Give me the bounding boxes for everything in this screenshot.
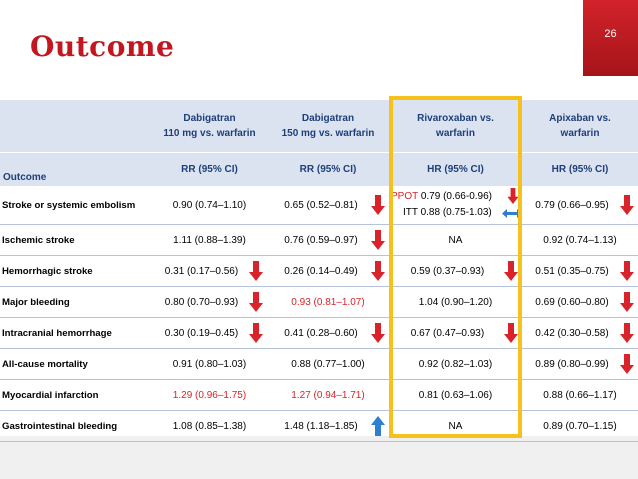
cell-apix xyxy=(522,411,638,442)
cell-d150 xyxy=(267,411,389,442)
value: 1.27 (0.94–1.71) xyxy=(291,389,365,401)
col-header-dabigatran-110 xyxy=(152,100,267,153)
outcome-table xyxy=(0,100,638,442)
value: 0.76 (0.59–0.97) xyxy=(284,234,358,246)
value: NA xyxy=(448,420,463,432)
red-down-arrow-icon xyxy=(620,292,634,312)
red-down-arrow-icon xyxy=(620,261,634,281)
cell-d110 xyxy=(152,256,267,287)
value: 1.48 (1.18–1.85) xyxy=(284,420,358,432)
col-header-line2: 150 mg vs. warfarin xyxy=(281,128,375,139)
red-down-arrow-icon xyxy=(371,195,385,215)
value: 0.88 (0.66–1.17) xyxy=(543,389,617,401)
cell-riva xyxy=(389,349,522,380)
blue-double-arrow-icon xyxy=(502,209,522,218)
outcome-name: Stroke or systemic embolism xyxy=(0,186,152,225)
cell-d150 xyxy=(267,349,389,380)
outcome-name: Major bleeding xyxy=(0,287,152,318)
table-row xyxy=(0,256,638,287)
value: 0.79 (0.66–0.95) xyxy=(535,199,609,211)
table-row xyxy=(0,411,638,442)
table-row xyxy=(0,349,638,380)
value: 0.67 (0.47–0.93) xyxy=(410,327,485,339)
cell-riva xyxy=(389,411,522,442)
value: 1.08 (0.85–1.38) xyxy=(172,420,247,432)
ppot-value: 0.79 (0.66-0.96) xyxy=(420,191,492,202)
cell-d150 xyxy=(267,380,389,411)
col-header-apixaban xyxy=(522,100,638,153)
cell-d150 xyxy=(267,318,389,349)
value: 0.59 (0.37–0.93) xyxy=(410,265,485,277)
cell-d110 xyxy=(152,349,267,380)
slide-title: Outcome xyxy=(30,30,175,63)
header-empty-cell xyxy=(0,100,152,153)
value: 1.29 (0.96–1.75) xyxy=(172,389,247,401)
value: 0.65 (0.52–0.81) xyxy=(284,199,358,211)
table-row xyxy=(0,380,638,411)
col-header-line2: warfarin xyxy=(560,128,600,139)
cell-apix xyxy=(522,380,638,411)
cell-d110 xyxy=(152,287,267,318)
col-header-line1: Dabigatran xyxy=(301,113,355,124)
table-subheader-row xyxy=(0,153,638,187)
cell-d110 xyxy=(152,380,267,411)
table-header-row xyxy=(0,100,638,153)
col-header-line1: Rivaroxaban vs. xyxy=(417,113,494,124)
red-down-arrow-icon xyxy=(620,354,634,374)
red-down-arrow-icon xyxy=(507,188,519,204)
outcome-name: Hemorrhagic stroke xyxy=(0,256,152,287)
cell-apix xyxy=(522,225,638,256)
outcome-name: Gastrointestinal bleeding xyxy=(0,411,152,442)
cell-riva xyxy=(389,318,522,349)
ppot-label: PPOT xyxy=(391,191,419,202)
subheader-cell: HR (95% CI) xyxy=(389,153,522,187)
outcome-name: All-cause mortality xyxy=(0,349,152,380)
value: 0.80 (0.70–0.93) xyxy=(164,296,239,308)
value: 0.91 (0.80–1.03) xyxy=(172,358,247,370)
table-row xyxy=(0,318,638,349)
value: 0.42 (0.30–0.58) xyxy=(535,327,609,339)
red-down-arrow-icon xyxy=(249,292,263,312)
table-row xyxy=(0,287,638,318)
red-down-arrow-icon xyxy=(620,323,634,343)
red-down-arrow-icon xyxy=(620,195,634,215)
value: NA xyxy=(448,234,463,246)
subheader-cell: HR (95% CI) xyxy=(522,153,638,187)
value: 0.92 (0.74–1.13) xyxy=(543,234,617,246)
value: 0.41 (0.28–0.60) xyxy=(284,327,358,339)
value: 0.81 (0.63–1.06) xyxy=(418,389,493,401)
value: 0.26 (0.14–0.49) xyxy=(284,265,358,277)
cell-riva xyxy=(389,256,522,287)
cell-apix xyxy=(522,256,638,287)
subheader-cell: RR (95% CI) xyxy=(267,153,389,187)
cell-d110 xyxy=(152,186,267,225)
col-header-line2: warfarin xyxy=(436,128,475,139)
slide-footer-band xyxy=(0,436,638,479)
value: 0.88 (0.77–1.00) xyxy=(291,358,365,370)
outcome-name: Myocardial infarction xyxy=(0,380,152,411)
col-header-line1: Apixaban vs. xyxy=(549,113,611,124)
value: 0.89 (0.80–0.99) xyxy=(535,358,609,370)
cell-riva xyxy=(389,225,522,256)
cell-apix xyxy=(522,186,638,225)
outcome-name: Intracranial hemorrhage xyxy=(0,318,152,349)
outcome-column-label: Outcome xyxy=(0,153,152,187)
cell-apix xyxy=(522,349,638,380)
cell-d150 xyxy=(267,225,389,256)
value: 0.89 (0.70–1.15) xyxy=(543,420,617,432)
value: 0.92 (0.82–1.03) xyxy=(418,358,493,370)
itt-value: ITT 0.88 (0.75-1.03) xyxy=(403,207,492,218)
value: 0.51 (0.35–0.75) xyxy=(535,265,609,277)
page-number: 26 xyxy=(604,28,617,40)
col-header-line1: Dabigatran xyxy=(183,113,236,124)
col-header-dabigatran-150 xyxy=(267,100,389,153)
red-down-arrow-icon xyxy=(249,323,263,343)
cell-riva xyxy=(389,287,522,318)
col-header-line2: 110 mg vs. warfarin xyxy=(163,128,256,139)
cell-d110 xyxy=(152,225,267,256)
cell-apix xyxy=(522,318,638,349)
value: 0.30 (0.19–0.45) xyxy=(164,327,239,339)
red-down-arrow-icon xyxy=(371,261,385,281)
table-row xyxy=(0,225,638,256)
red-down-arrow-icon xyxy=(504,323,518,343)
page-number-badge xyxy=(583,0,638,76)
cell-d110 xyxy=(152,411,267,442)
value: 1.04 (0.90–1.20) xyxy=(418,296,493,308)
table-row xyxy=(0,186,638,225)
red-down-arrow-icon xyxy=(371,323,385,343)
value: 0.69 (0.60–0.80) xyxy=(535,296,609,308)
cell-d150 xyxy=(267,287,389,318)
col-header-rivaroxaban xyxy=(389,100,522,153)
blue-up-arrow-icon xyxy=(371,416,385,436)
cell-riva xyxy=(389,380,522,411)
cell-riva xyxy=(389,186,522,225)
value: 0.93 (0.81–1.07) xyxy=(291,296,365,308)
cell-d150 xyxy=(267,256,389,287)
subheader-cell: RR (95% CI) xyxy=(152,153,267,187)
outcome-name: Ischemic stroke xyxy=(0,225,152,256)
value: 0.31 (0.17–0.56) xyxy=(164,265,239,277)
red-down-arrow-icon xyxy=(504,261,518,281)
red-down-arrow-icon xyxy=(249,261,263,281)
value: 1.11 (0.88–1.39) xyxy=(173,234,246,246)
red-down-arrow-icon xyxy=(371,230,385,250)
cell-d110 xyxy=(152,318,267,349)
cell-d150 xyxy=(267,186,389,225)
value: 0.90 (0.74–1.10) xyxy=(172,199,247,211)
cell-apix xyxy=(522,287,638,318)
